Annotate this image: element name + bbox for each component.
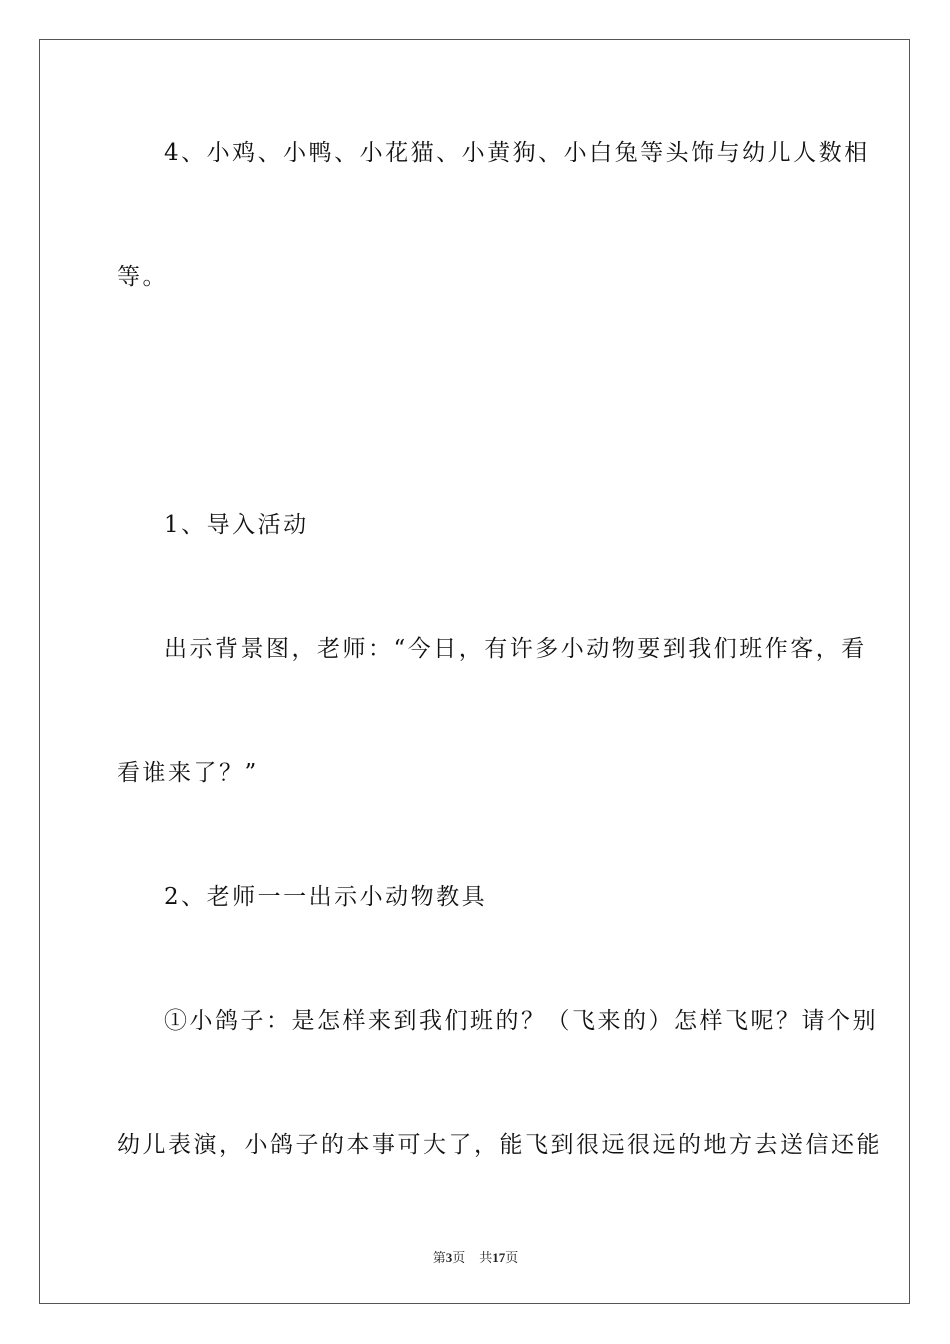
text-line-6: 幼儿表演，小鸽子的本事可大了，能飞到很远很远的地方去送信还能 bbox=[117, 1132, 882, 1158]
total-suffix: 页 bbox=[505, 1250, 519, 1265]
page-footer bbox=[40, 1251, 911, 1264]
total-prefix: 共 bbox=[479, 1250, 493, 1265]
text-line-1: 4、小鸡、小鸭、小花猫、小黄狗、小白兔等头饰与幼儿人数相 bbox=[164, 140, 870, 166]
page-frame bbox=[39, 39, 910, 1304]
text-line-4: 看谁来了？” bbox=[117, 760, 259, 786]
total-pages: 17 bbox=[492, 1250, 506, 1265]
text-line-3: 出示背景图，老师：“今日，有许多小动物要到我们班作客，看 bbox=[164, 636, 867, 662]
page-number: 3 bbox=[445, 1250, 453, 1265]
page-prefix: 第 bbox=[432, 1250, 446, 1265]
section-heading-2: 2、老师一一出示小动物教具 bbox=[164, 884, 488, 910]
section-heading-1: 1、导入活动 bbox=[164, 512, 309, 538]
text-line-2: 等。 bbox=[117, 264, 168, 290]
page-suffix: 页 bbox=[452, 1250, 466, 1265]
text-line-5: ①小鸽子：是怎样来到我们班的？（飞来的）怎样飞呢？请个别 bbox=[164, 1008, 878, 1034]
